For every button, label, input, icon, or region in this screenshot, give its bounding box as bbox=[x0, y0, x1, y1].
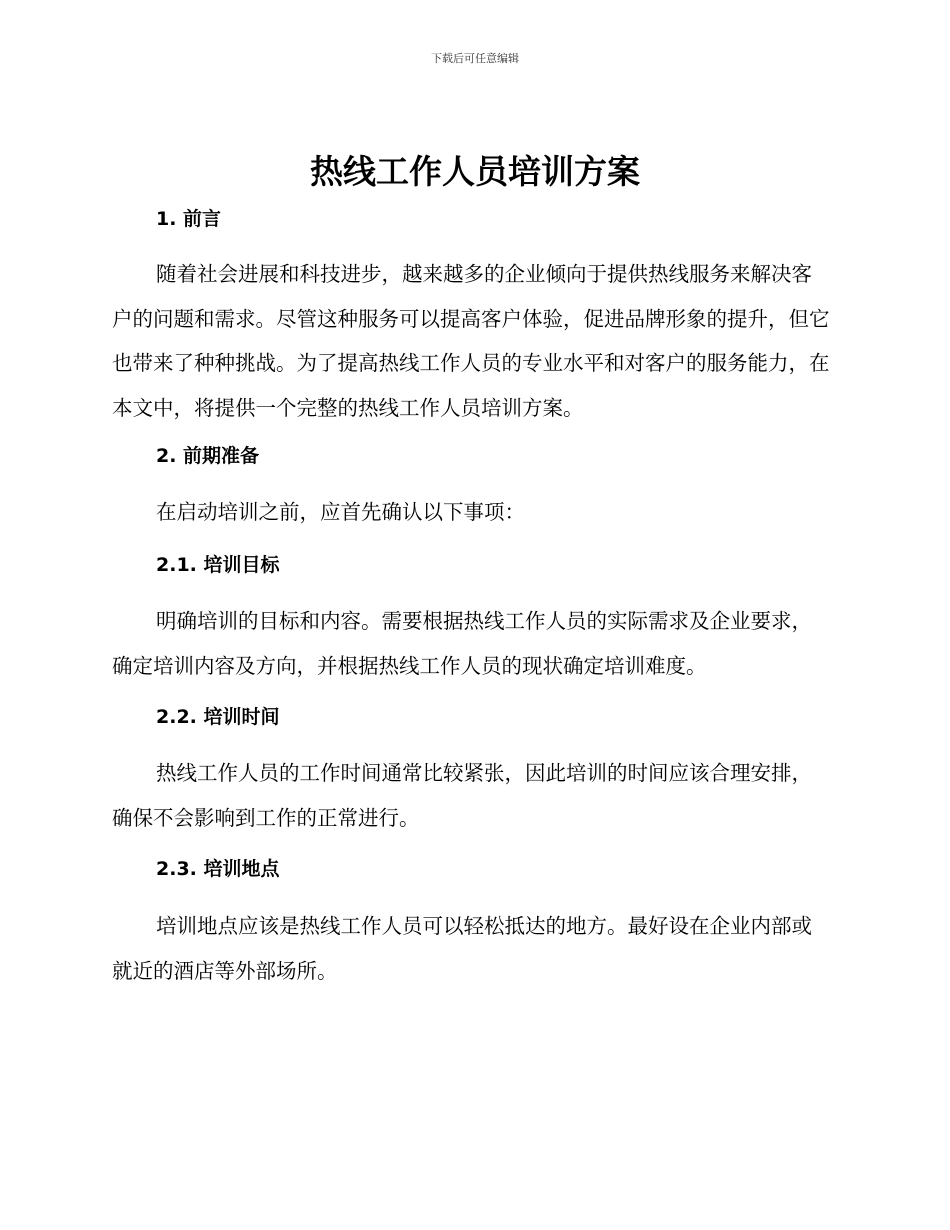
section-paragraph-preface: 随着社会进展和科技进步，越来越多的企业倾向于提供热线服务来解决客户的问题和需求。尽管这种服务可以提高客户体验，促进品牌形象的提升，但它也带来了种种挑战。为了提高热线工作人员的专业水平和对客户的服务能力，在本文中，将提供一个完整的热线工作人员培训方案。 bbox=[112, 262, 830, 420]
section-paragraph-training-location: 培训地点应该是热线工作人员可以轻松抵达的地方。最好设在企业内部或就近的酒店等外部场所。 bbox=[112, 914, 812, 983]
page-header-note: 下载后可任意编辑 bbox=[431, 52, 519, 65]
section-heading-training-time: 2.2. 培训时间 bbox=[156, 706, 280, 728]
section-heading-training-goals: 2.1. 培训目标 bbox=[156, 554, 280, 576]
section-heading-preface: 1. 前言 bbox=[156, 208, 222, 230]
section-heading-training-location: 2.3. 培训地点 bbox=[156, 858, 280, 880]
section-paragraph-preparation: 在启动培训之前，应首先确认以下事项： bbox=[156, 500, 525, 524]
section-heading-preparation: 2. 前期准备 bbox=[156, 445, 260, 467]
section-paragraph-training-goals: 明确培训的目标和内容。需要根据热线工作人员的实际需求及企业要求，确定培训内容及方向，并根据热线工作人员的现状确定培训难度。 bbox=[112, 609, 812, 678]
document-title: 热线工作人员培训方案 bbox=[310, 152, 640, 191]
section-paragraph-training-time: 热线工作人员的工作时间通常比较紧张，因此培训的时间应该合理安排，确保不会影响到工作的正常进行。 bbox=[112, 761, 812, 830]
